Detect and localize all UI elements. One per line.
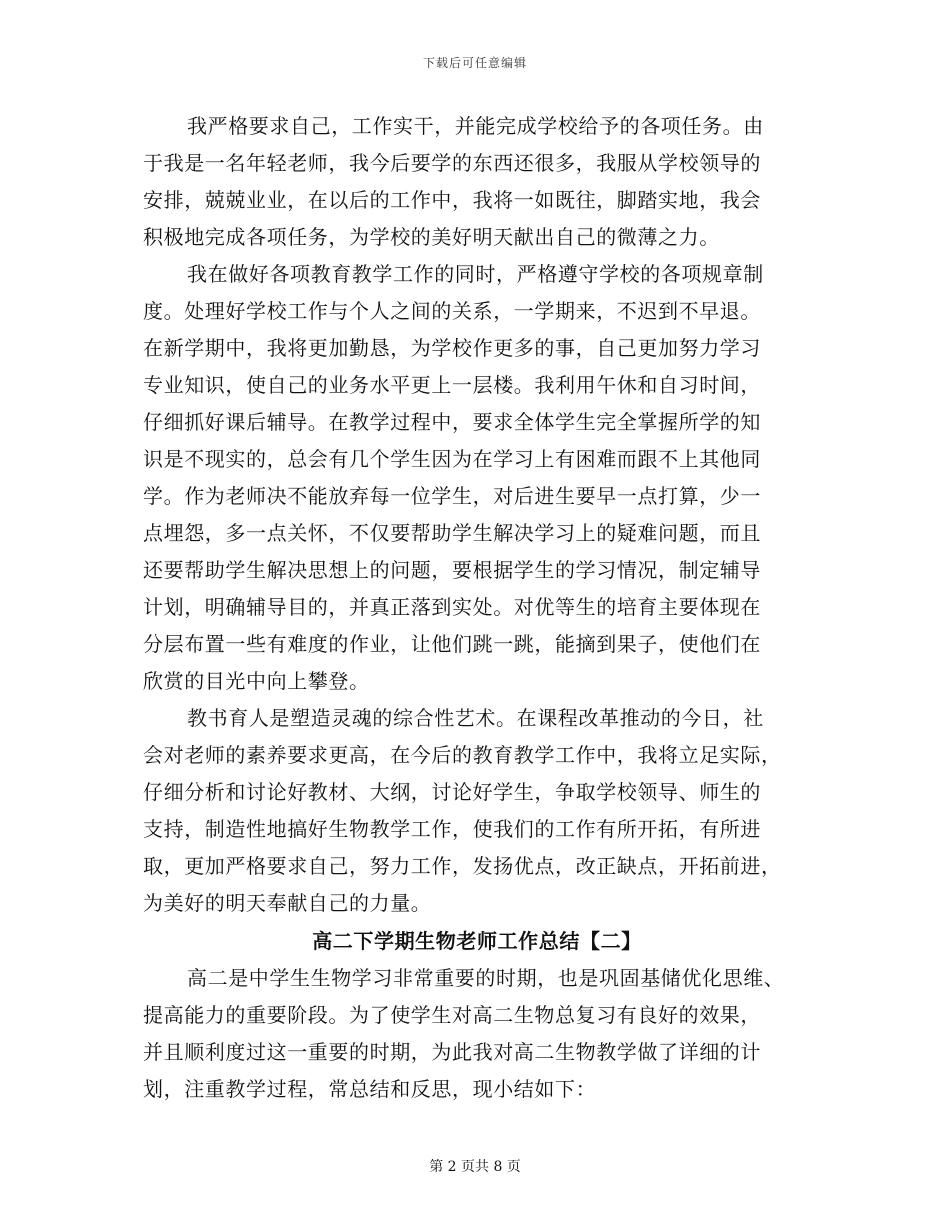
paragraph-2 (143, 256, 811, 700)
text-line: 在新学期中，我将更加勤恳，为学校作更多的事，自己更加努力学习 (143, 336, 761, 360)
text-line: 教书育人是塑造灵魂的综合性艺术。在课程改革推动的今日，社 (187, 706, 764, 730)
document-body (143, 108, 811, 1108)
text-line: 分层布置一些有难度的作业，让他们跳一跳，能摘到果子，使他们在 (143, 632, 761, 656)
text-line: 专业知识，使自己的业务水平更上一层楼。我利用午休和自习时间， (143, 373, 761, 397)
paragraph-1 (143, 108, 811, 256)
text-line: 取，更加严格要求自己，努力工作，发扬优点，改正缺点，开拓前进， (143, 854, 782, 878)
text-line: 学。作为老师决不能放弃每一位学生，对后进生要早一点打算，少一 (143, 484, 761, 508)
section-title: 高二下学期生物老师工作总结【二】 (312, 929, 642, 953)
text-line: 我在做好各项教育教学工作的同时，严格遵守学校的各项规章制 (187, 262, 764, 286)
text-line: 度。处理好学校工作与个人之间的关系，一学期来，不迟到不早退。 (143, 299, 761, 323)
text-line: 并且顺利度过这一重要的时期，为此我对高二生物教学做了详细的计 (143, 1040, 761, 1064)
text-line: 计划，明确辅导目的，并真正落到实处。对优等生的培育主要体现在 (143, 595, 761, 619)
text-line: 欣赏的目光中向上攀登。 (143, 669, 370, 693)
text-line: 划，注重教学过程，常总结和反思，现小结如下： (143, 1077, 597, 1101)
text-line: 仔细分析和讨论好教材、大纲，讨论好学生，争取学校领导、师生的 (143, 780, 761, 804)
text-line: 点埋怨，多一点关怀，不仅要帮助学生解决学习上的疑难问题，而且 (143, 521, 761, 545)
text-line: 识是不现实的，总会有几个学生因为在学习上有困难而跟不上其他同 (143, 447, 761, 471)
text-line: 还要帮助学生解决思想上的问题，要根据学生的学习情况，制定辅导 (143, 558, 761, 582)
text-line: 我严格要求自己，工作实干，并能完成学校给予的各项任务。由 (187, 114, 764, 138)
text-line: 于我是一名年轻老师，我今后要学的东西还很多，我服从学校领导的 (143, 151, 761, 175)
text-line: 积极地完成各项任务，为学校的美好明天献出自己的微薄之力。 (143, 225, 720, 249)
text-line: 高二是中学生生物学习非常重要的时期，也是巩固基储优化思维、 (187, 966, 785, 990)
text-line: 为美好的明天奉献自己的力量。 (143, 891, 432, 915)
text-line: 会对老师的素养要求更高，在今后的教育教学工作中，我将立足实际， (143, 743, 782, 767)
text-line: 支持，制造性地搞好生物教学工作，使我们的工作有所开拓，有所进 (143, 817, 761, 841)
paragraph-3 (143, 700, 811, 922)
text-line: 安排，兢兢业业，在以后的工作中，我将一如既往，脚踏实地，我会 (143, 188, 761, 212)
page-header: 下载后可任意编辑 (422, 56, 527, 70)
paragraph-4 (143, 960, 811, 1108)
page-footer: 第 2 页共 8 页 (429, 1159, 521, 1175)
text-line: 提高能力的重要阶段。为了使学生对高二生物总复习有良好的效果， (143, 1003, 761, 1027)
text-line: 仔细抓好课后辅导。在教学过程中，要求全体学生完全掌握所学的知 (143, 410, 761, 434)
